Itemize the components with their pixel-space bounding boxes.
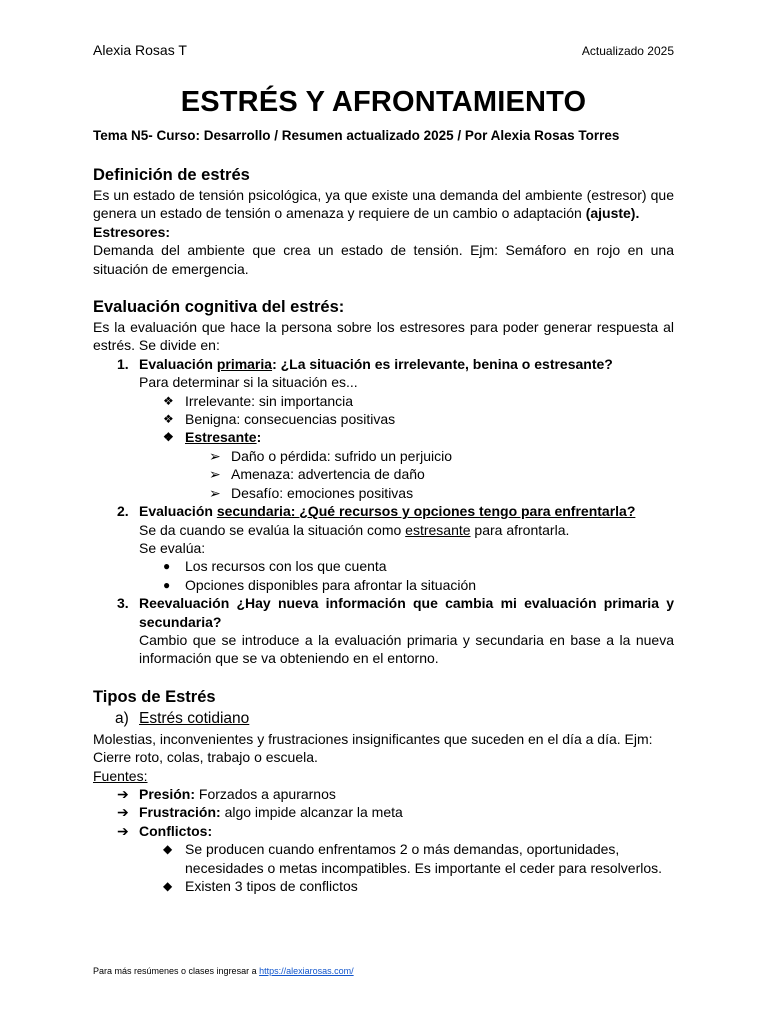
arrowhead-bullet-icon: ➢ (209, 447, 221, 464)
list-item: ❖ Estresante: (163, 429, 262, 446)
heading-tipos: Tipos de Estrés (93, 687, 216, 706)
list-item: ◆ Existen 3 tipos de conflictos (163, 878, 358, 894)
list-item: ➢ Daño o pérdida: sufrido un perjuicio (209, 447, 453, 464)
evaluation-intro: Es la evaluación que hace la persona sobre los estresores para poder generar respuesta al estrés. Se divide en: (93, 319, 674, 354)
website-link[interactable]: https://alexiarosas.com/ (259, 966, 354, 976)
list-item-desc: Se da cuando se evalúa la situación como estresante para afrontarla. (139, 521, 570, 538)
list-item: ➢ Desafío: emociones positivas (209, 484, 414, 501)
header-author: Alexia Rosas T (93, 42, 187, 58)
stressors-paragraph: Demanda del ambiente que crea un estado de tensión. Ejm: Semáforo en rojo en una situación de emergencia. (93, 242, 674, 277)
list-item: ● Opciones disponibles para afrontar la situación (163, 576, 477, 593)
arrow-right-icon: ➔ (117, 822, 129, 839)
list-item: 1. Evaluación primaria: ¿La situación es irrelevante, benina o estresante? (117, 355, 613, 372)
diamond-bullet-icon: ❖ (163, 430, 174, 445)
definition-paragraph: Es un estado de tensión psicológica, ya que existe una demanda del ambiente (estresor) que genera un estado de tensión o amenaza y requiere de un cambio o adaptación (ajuste). (93, 187, 674, 222)
arrowhead-bullet-icon: ➢ (209, 484, 221, 501)
list-item: 2. Evaluación secundaria: ¿Qué recursos y opciones tengo para enfrentarla? (117, 503, 636, 520)
diamond-solid-bullet-icon: ◆ (163, 879, 173, 893)
document-page (93, 0, 674, 1024)
bullet-dot-icon: ● (163, 577, 171, 592)
list-item: ❖ Benigna: consecuencias positivas (163, 411, 396, 428)
arrow-right-icon: ➔ (117, 804, 129, 821)
diamond-bullet-icon: ❖ (163, 393, 174, 408)
diamond-solid-bullet-icon: ◆ (163, 842, 173, 857)
header-updated: Actualizado 2025 (581, 44, 674, 58)
subheading-cotidiano: a) Estrés cotidiano (115, 709, 250, 727)
diamond-bullet-icon: ❖ (163, 412, 174, 427)
list-item: ➢ Amenaza: advertencia de daño (209, 466, 425, 483)
list-item: ◆ Se producen cuando enfrentamos 2 o más demandas, oportunidades, necesidades o metas incompatibles. Es importante el ceder para resolverlos. (163, 841, 663, 876)
arrow-right-icon: ➔ (117, 785, 129, 802)
document-title: ESTRÉS Y AFRONTAMIENTO (180, 86, 587, 118)
sources-label: Fuentes: (93, 767, 148, 784)
list-item: ➔ Presión: Forzados a apurarnos (117, 785, 336, 802)
list-item: ❖ Irrelevante: sin importancia (163, 392, 354, 409)
page-footer: Para más resúmenes o clases ingresar a https://alexiarosas.com/ (93, 966, 354, 976)
list-item: ➔ Frustración: algo impide alcanzar la meta (117, 804, 403, 821)
bullet-dot-icon: ● (163, 559, 171, 574)
list-item-desc: Se evalúa: (139, 539, 206, 556)
stressors-label: Estresores: (93, 223, 171, 240)
document-body (93, 164, 674, 895)
page-header (93, 42, 674, 62)
heading-evaluacion: Evaluación cognitiva del estrés: (93, 298, 345, 317)
heading-definicion: Definición de estrés (93, 166, 250, 184)
document-subtitle: Tema N5- Curso: Desarrollo / Resumen actualizado 2025 / Por Alexia Rosas Torres (93, 128, 620, 143)
list-item-desc: Para determinar si la situación es... (139, 374, 358, 391)
list-item: ● Los recursos con los que cuenta (163, 558, 387, 575)
arrowhead-bullet-icon: ➢ (209, 466, 221, 483)
list-item: ➔ Conflictos: (117, 822, 213, 839)
list-item: 3. Reevaluación ¿Hay nueva información que cambia mi evaluación primaria y secundaria? (117, 595, 674, 630)
list-item-desc: Cambio que se introduce a la evaluación primaria y secundaria en base a la nueva información que se va obteniendo en el entorno. (139, 631, 674, 667)
cotidiano-paragraph: Molestias, inconvenientes y frustraciones insignificantes que suceden en el día a día. Ejm: Cierre roto, colas, trabajo o escuela. (93, 730, 653, 766)
